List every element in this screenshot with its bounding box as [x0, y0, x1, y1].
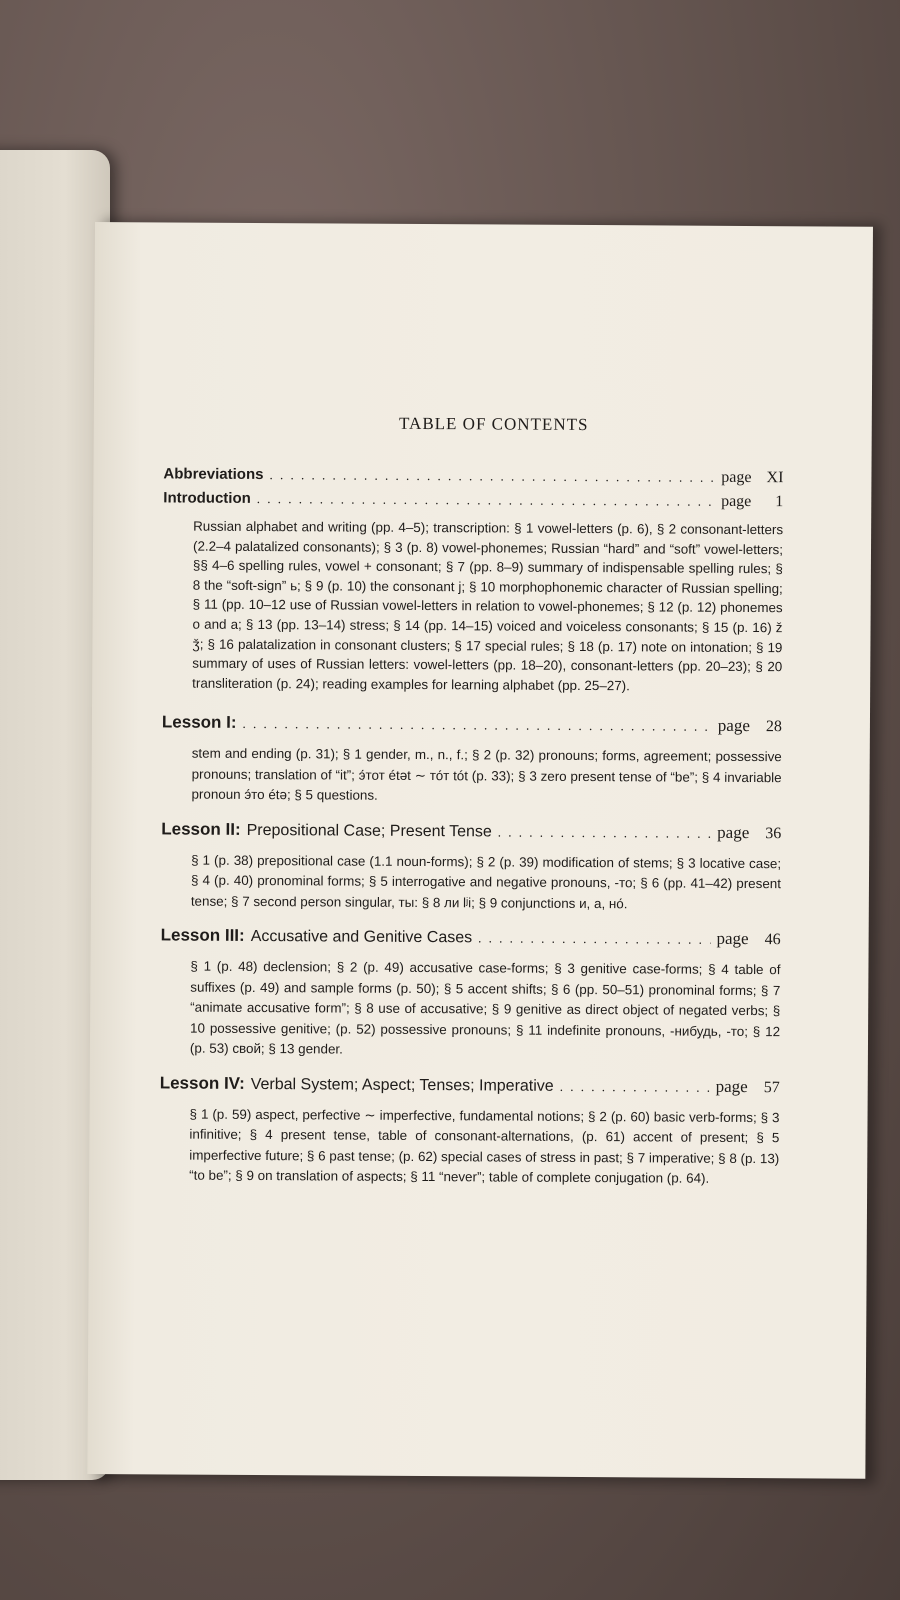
toc-entry-lesson-2	[161, 817, 782, 915]
page-number: 1	[775, 493, 784, 511]
toc-entry-heading	[163, 486, 783, 514]
entry-description: stem and ending (p. 31); § 1 gender, m., n., f.; § 2 (p. 32) pronouns; forms, agreement; possessive pronouns; translation of “it”; э́тот étət ∼ то́т tót (p. 33); § 3 zero present tense of “be”; § 4 invariable pronoun э́то étə; § 5 questions.	[191, 745, 782, 804]
page-number: 46	[764, 931, 781, 949]
toc-entry-heading	[161, 924, 781, 953]
entry-name: Lesson III:	[160, 925, 245, 946]
leader-dots	[478, 927, 711, 952]
page-number: 28	[765, 718, 782, 736]
page-number: 57	[763, 1078, 780, 1097]
page-word: page	[721, 468, 752, 487]
toc-entry-lesson-3	[160, 924, 781, 1063]
entry-description: § 1 (p. 38) prepositional case (1.1 noun-forms); § 2 (p. 39) modification of stems; § 3 locative case; § 4 (p. 40) pronominal forms; § 5 interrogative and negative pronouns, -то; § 6 (pp. 41–42) present tense; § 7 second person singular, ты: § 8 ли lʲi; § 9 conjunctions и, а, но́.	[190, 852, 782, 912]
entry-subtitle: Accusative and Genitive Cases	[250, 928, 473, 947]
book-page	[87, 222, 873, 1479]
leader-dots	[257, 487, 715, 514]
page-number: 36	[765, 824, 782, 843]
page-word: page	[716, 929, 749, 949]
page-number: XI	[766, 469, 784, 487]
entry-subtitle: Verbal System; Aspect; Tenses; Imperative	[250, 1075, 554, 1095]
page-word: page	[717, 716, 750, 736]
leader-dots	[242, 712, 711, 739]
entry-name: Lesson I:	[161, 712, 237, 733]
toc-content	[159, 412, 784, 1190]
entry-name: Lesson II:	[161, 819, 241, 839]
toc-entry-heading	[162, 711, 782, 740]
entry-name: Abbreviations	[163, 465, 264, 484]
page-word: page	[717, 822, 750, 842]
toc-entry-lesson-4	[159, 1071, 780, 1190]
entry-description: Russian alphabet and writing (pp. 4–5); transcription: § 1 vowel-letters (p. 6), § 2 consonant-letters (2.2–4 palatalized consonants); § 3 (p. 8) vowel-phonemes; Russian “hard” and “soft” vowel-letters; §§ 4–6 spelling rules, vowel + consonant; § 7 (pp. 8–9) summary of indispensable spelling rules; § 8 the “soft-sign” ь; § 9 (p. 10) the consonant j; § 10 morphophonemic character of Russian spelling; § 11 (pp. 10–12 use of Russian vowel-letters in relation to vowel-phonemes; § 12 (p. 12) phonemes o and a; § 13 (pp. 13–14) stress; § 14 (pp. 14–15) voiced and voiceless consonants; § 15 (p. 16) ž ǯ; § 16 palatalization in consonant clusters; § 17 special rules; § 18 (p. 17) note on intonation; § 19 summary of uses of Russian letters: vowel-letters (pp. 18–20), consonant-letters (pp. 20–23); § 20 transliteration (p. 24); reading examples for learning alphabet (pp. 25–27).	[192, 518, 784, 694]
entry-description: § 1 (p. 48) declension; § 2 (p. 49) accusative case-forms; § 3 genitive case-forms; § 4 table of suffixes (p. 49) and sample forms (p. 50); § 5 accent shifts; § 6 (pp. 50–51) pronominal forms; § 7 “animate accusative form”; § 8 use of accusative; § 9 genitive as direct object of negated verbs; § 10 possessive genitive; (p. 52) possessive pronouns; § 11 indefinite pronouns, -нибудь, -то; § 12 (p. 53) свой; § 13 gender.	[189, 958, 781, 1057]
leader-dots	[269, 463, 715, 490]
page-title: TABLE OF CONTENTS	[398, 413, 589, 435]
entry-name: Introduction	[163, 489, 251, 507]
toc-entry-heading	[161, 817, 781, 846]
entry-subtitle: Prepositional Case; Present Tense	[246, 821, 492, 841]
page-word: page	[721, 492, 752, 511]
page-word: page	[715, 1076, 748, 1096]
leader-dots	[498, 820, 712, 845]
leader-dots	[560, 1075, 710, 1100]
entry-description: § 1 (p. 59) aspect, perfective ∼ imperfective, fundamental notions; § 2 (p. 60) basic verb-forms; § 3 infinitive; § 4 present tense, table of consonant-alternations, (p. 61) accent of present; § 5 imperfective future; § 6 past tense; (p. 62) special cases of stress in past; § 7 imperative; § 8 (p. 13) “to be”; § 9 on translation of aspects; § 11 “never”; table of complete conjugation (p. 64).	[189, 1106, 780, 1187]
toc-entry-lesson-1	[161, 711, 782, 809]
toc-entry-introduction	[162, 486, 783, 696]
entry-name: Lesson IV:	[159, 1073, 245, 1093]
toc-entry-heading	[160, 1071, 780, 1100]
